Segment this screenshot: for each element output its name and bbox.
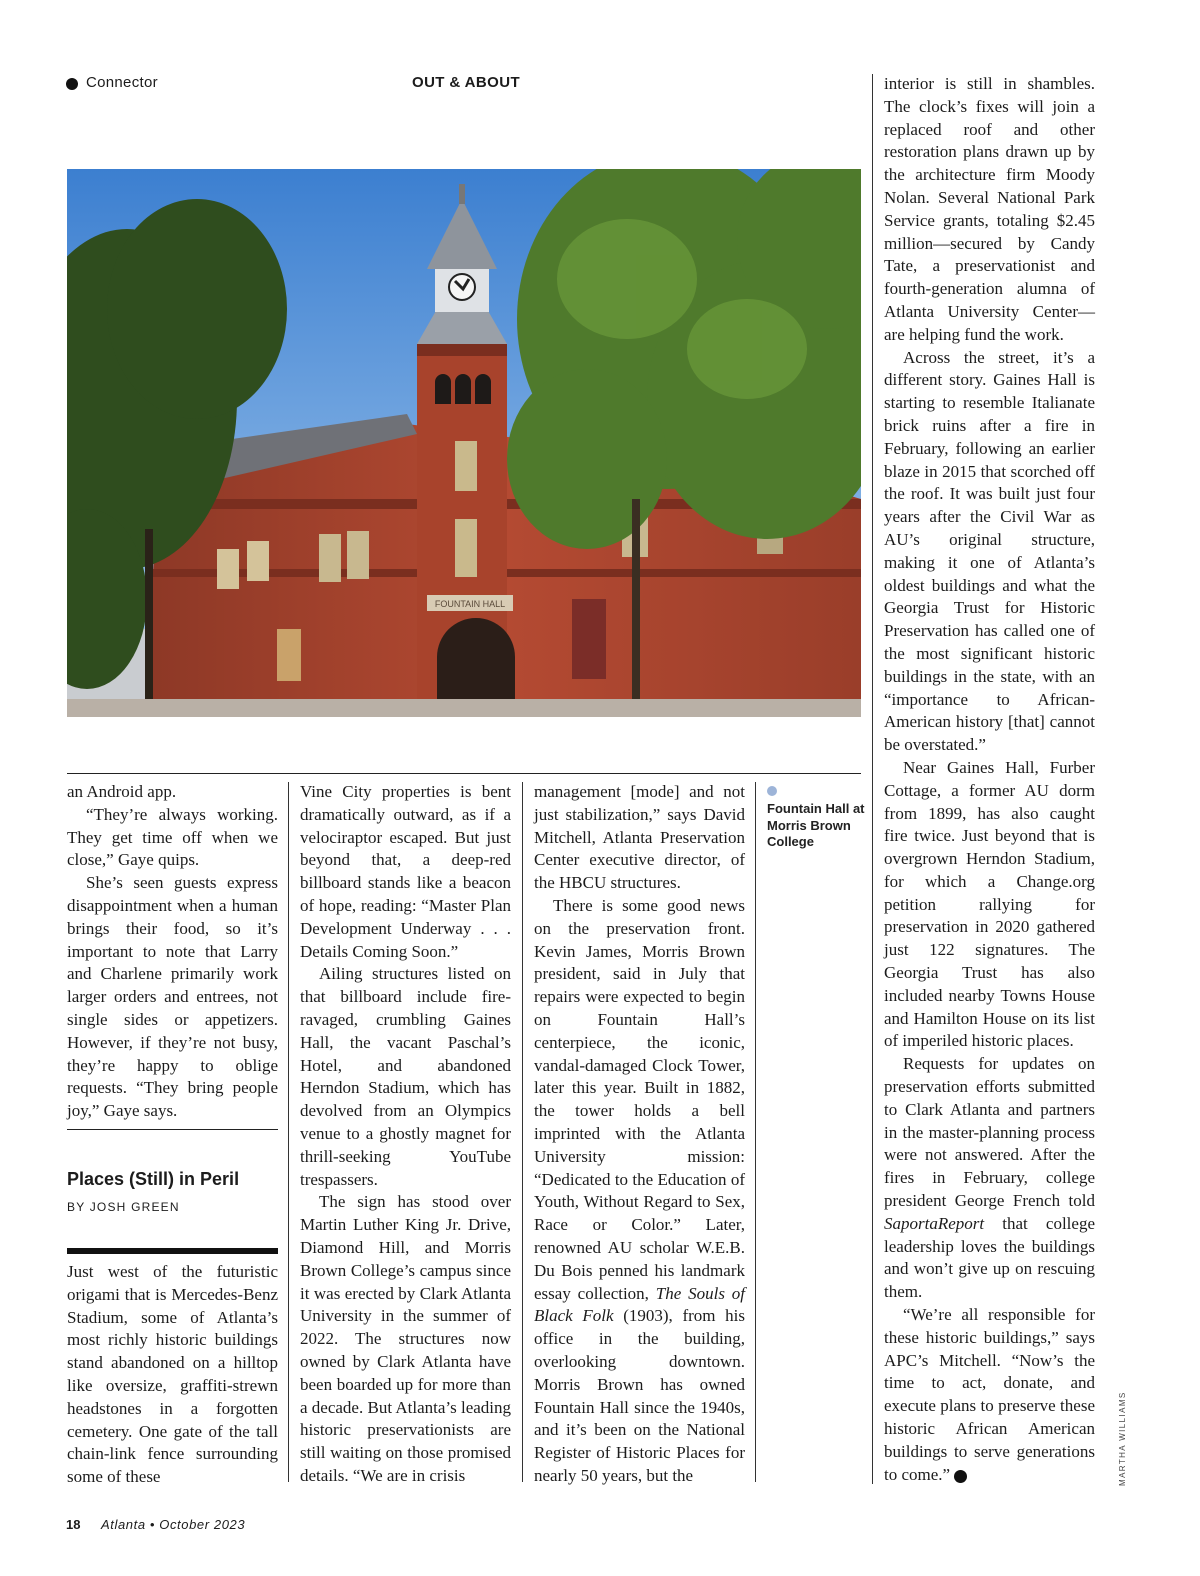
story-column-2 (300, 781, 511, 1488)
paragraph: Near Gaines Hall, Furber Cottage, a former AU dorm from 1899, has also caught fire twice. Just beyond that is overgrown Herndon Stadium, for which a Change.org petition rallying for preservation in 2020 gathered just 122 signatures. The Georgia Trust has also included nearby Towns House and Hamilton House on its list of imperiled historic places. (884, 757, 1095, 1051)
paragraph: Just west of the futuristic origami that is Mercedes-Benz Stadium, some of Atlanta’s most richly historic buildings stand abandoned on a hilltop like oversize, graffiti-strewn headstones in a forgotten cemetery. One gate of the tall chain-link fence surrounding some of these (67, 1262, 278, 1487)
story-column-1 (67, 1261, 278, 1489)
story-title: Places (Still) in Peril (67, 1169, 240, 1189)
paragraph: Ailing structures listed on that billboard include fire-ravaged, crumbling Gaines Hall, the vacant Paschal’s Hotel, and abandoned Herndon Stadium, which has devolved from an Olympics venue to a ghostly magnet for thrill-seeking YouTube trespassers. (300, 964, 511, 1189)
text-run: that college leadership loves the buildings and won’t give up on rescuing them. (884, 1213, 1095, 1302)
section-label: Connector (86, 74, 158, 91)
column-divider (755, 782, 756, 1482)
photo-caption: Fountain Hall at Morris Brown College (767, 801, 865, 849)
hero-photo (67, 169, 861, 717)
text-run: There is some good news on the preservation front. Kevin James, Morris Brown president, said in July that repairs were expected to begin on Fountain Hall’s centerpiece, the iconic, vandal-damaged Clock Tower, later this year. Built in 1882, the tower holds a bell imprinted with the Atlanta University mission: “Dedicated to the Education of Youth, Without Regard to Sex, Race or Color.” Later, renowned AU scholar W.E.B. Du Bois penned his landmark essay collection, (534, 895, 745, 1303)
divider-rule (67, 1129, 278, 1130)
column-divider (522, 782, 523, 1482)
column-divider (872, 74, 873, 1484)
magazine-issue: Atlanta • October 2023 (101, 1517, 246, 1532)
paragraph (884, 1304, 1095, 1486)
story-column-4 (884, 73, 1095, 1486)
paragraph: The sign has stood over Martin Luther King Jr. Drive, Diamond Hill, and Morris Brown College’s campus since it was erected by Clark Atlanta University in the summer of 2022. The structures now owned by Clark Atlanta have been boarded up for more than a decade. But Atlanta’s leading historic preservationists are still waiting on those promised details. “We are in crisis (300, 1192, 512, 1485)
photo-credit: MARTHA WILLIAMS (1118, 1391, 1127, 1486)
fountain-hall-illustration (67, 169, 861, 717)
paragraph: Across the street, it’s a different story. Gaines Hall is starting to resemble Italianate brick ruins after a fire in February, following an earlier blaze in 2015 that scorched off the roof. It was built just four years after the Civil War as AU’s original structure, making it one of Atlanta’s oldest buildings and what the Georgia Trust for Historic Preservation has called one of the most significant historic buildings in the state, with an “importance to African-American history [that] cannot be overstated.” (884, 347, 1095, 755)
column-divider (288, 782, 289, 1482)
paragraph: “They’re always working. They get time off when we close,” Gaye quips. (67, 804, 278, 870)
section-heading: OUT & ABOUT (412, 74, 521, 91)
paragraph: Vine City properties is bent dramatically outward, as if a velociraptor escaped. But just beyond that, a deep-red billboard stands like a beacon of hope, reading: “Master Plan Development Underway . . . Details Coming Soon.” (300, 782, 511, 961)
publication-name: SaportaReport (884, 1213, 985, 1233)
paragraph: interior is still in shambles. The clock’s fixes will join a replaced roof and other restoration plans drawn up by the architecture firm Moody Nolan. Several National Park Service grants, totaling $2.45 million—secured by Candy Tate, a preservationist and fourth-generation alumna of Atlanta University Center—are helping fund the work. (884, 74, 1095, 344)
section-bullet-icon (66, 78, 78, 90)
paragraph: She’s seen guests express disappointment when a human brings their food, so it’s important to note that Larry and Charlene primarily work larger orders and entrees, not single sides or appetizers. However, if they’re not busy, they’re happy to oblige requests. “They bring people joy,” Gaye says. (67, 873, 278, 1121)
end-mark-icon: A (954, 1470, 967, 1483)
byline: BY JOSH GREEN (67, 1200, 180, 1214)
paragraph (884, 1053, 1095, 1304)
paragraph: an Android app. (67, 782, 177, 801)
page-number: 18 (66, 1517, 81, 1532)
thick-divider-rule (67, 1248, 278, 1254)
text-run: Requests for updates on preservation efforts submitted to Clark Atlanta and partners in the master-planning process were not answered. After the fires in February, college president George French told (884, 1054, 1095, 1211)
paragraph: management [mode] and not just stabilization,” says David Mitchell, Atlanta Preservation Center executive director, of the HBCU structures. (534, 782, 745, 893)
paragraph (534, 895, 745, 1488)
divider-rule (67, 773, 861, 774)
text-run: “We’re all responsible for these historic buildings,” says APC’s Mitchell. “Now’s the time to act, donate, and execute plans to preserve these historic African American buildings to serve generations to come.” (884, 1305, 1095, 1484)
text-run: (1903), from his office in the building, overlooking downtown. Morris Brown has owned Fountain Hall since the 1940s, and it’s been on the National Register of Historic Places for nearly 50 years, but the (534, 1306, 745, 1485)
building-sign: FOUNTAIN HALL (434, 599, 506, 609)
story-column-3 (534, 781, 745, 1488)
book-title: The Souls of Black Folk (534, 1283, 745, 1326)
article-column-1 (67, 781, 278, 1123)
caption-bullet-icon (767, 786, 777, 796)
